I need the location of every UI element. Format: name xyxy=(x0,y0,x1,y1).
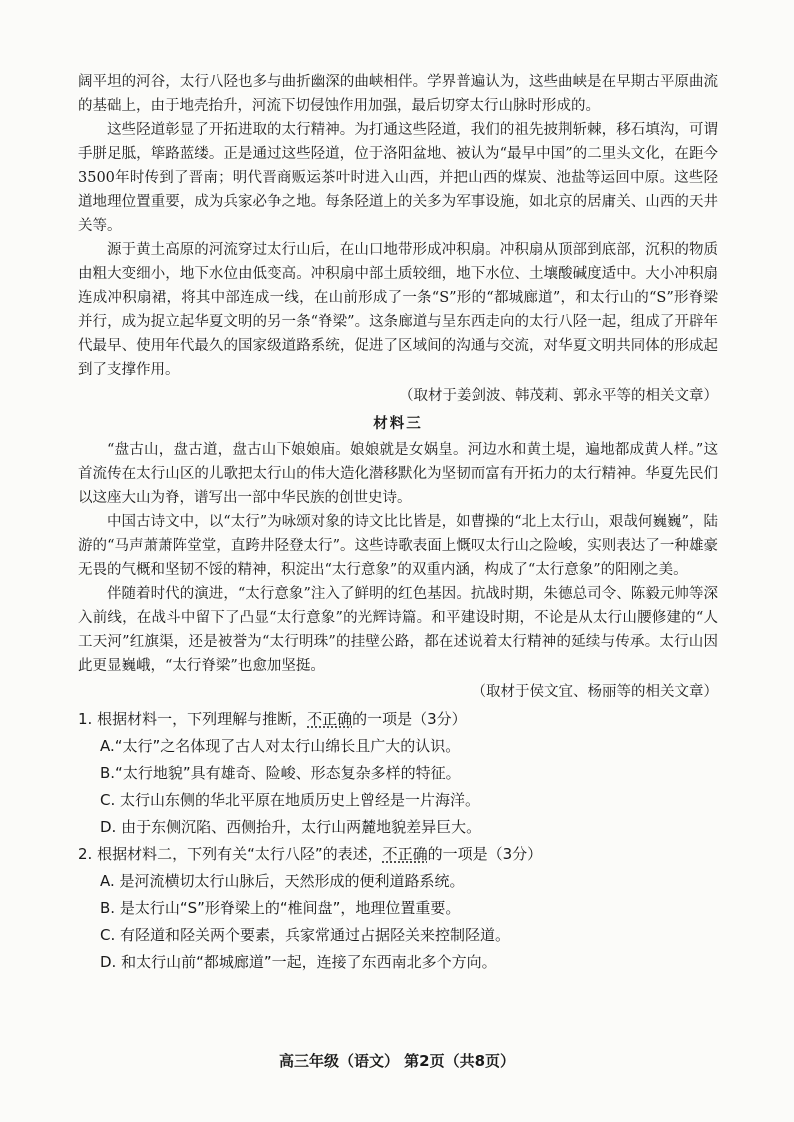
paragraph: 这些陉道彰显了开拓进取的太行精神。为打通这些陉道，我们的祖先披荆斩棘，移石填沟，可谓手胼足胝，筚路蓝缕。正是通过这些陉道，位于洛阳盆地、被认为“最早中国”的二里头文化，在距今3500年时传到了晋南；明代晋商贩运茶叶时进入山西，并把山西的煤炭、池盐等运回中原。这些陉道地理位置重要，成为兵家必争之地。每条陉道上的关多为军事设施，如北京的居庸关、山西的天井关等。 xyxy=(78,122,718,234)
paragraph: 伴随着时代的演进，“太行意象”注入了鲜明的红色基因。抗战时期，朱德总司令、陈毅元帅等深入前线，在战斗中留下了凸显“太行意象”的光辉诗篇。和平建设时期，不论是从太行山腰修建的“人工天河”红旗渠，还是被誉为“太行明珠”的挂壁公路，都在述说着太行精神的延续与传承。太行山因此更显巍峨，“太行脊梁”也愈加坚挺。 xyxy=(78,586,718,674)
page-content xyxy=(78,70,718,976)
paragraph: 源于黄土高原的河流穿过太行山后，在山口地带形成冲积扇。冲积扇从顶部到底部，沉积的物质由粗大变细小，地下水位由低变高。冲积扇中部土质较细，地下水位、土壤酸碱度适中。大小冲积扇连成冲积扇裙，将其中部连成一线，在山前形成了一条“S”形的“都城廊道”，和太行山的“S”形脊梁并行，成为捉立起华夏文明的另一条“脊梁”。这条廊道与呈东西走向的太行八陉一起，组成了开辟年代最早、使用年代最久的国家级道路系统，促进了区域间的沟通与交流，对华夏文明共同体的形成起到了支撑作用。 xyxy=(78,242,718,378)
question-stem: 1. 根据材料一，下列理解与推断，不正确的一项是（3分） xyxy=(78,710,467,728)
paragraph: 阔平坦的河谷，太行八陉也多与曲折幽深的曲峡相伴。学界普遍认为，这些曲峡是在早期古平原曲流的基础上，由于地壳抬升，河流下切侵蚀作用加强，最后切穿太行山脉时形成的。 xyxy=(78,74,718,114)
section-title: 材料三 xyxy=(373,415,423,432)
paragraph: 中国古诗文中，以“太行”为咏颂对象的诗文比比皆是，如曹操的“北上太行山，艰哉何巍巍”，陆游的“马声萧萧阵堂堂，直跨井陉登太行”。这些诗歌表面上慨叹太行山之险峻，实则表达了一种雄豪无畏的气概和坚韧不馁的精神，积淀出“太行意象”的双重内涵，构成了“太行意象”的阳刚之美。 xyxy=(78,514,718,578)
page-footer: 高三年级（语文） 第2页（共8页） xyxy=(278,1052,516,1070)
option-a: A.“太行”之名体现了古人对太行山绵长且广大的认识。 xyxy=(100,737,461,755)
paragraph: “盘古山，盘古道，盘古山下娘娘庙。娘娘就是女娲皇。河边水和黄土堤，遍地都成黄人样。”这首流传在太行山区的儿歌把太行山的伟大造化潜移默化为坚韧而富有开拓力的太行精神。华夏先民们以这座大山为脊，谱写出一部中华民族的创世史诗。 xyxy=(78,442,718,506)
option-c: C. 有陉道和陉关两个要素，兵家常通过占据陉关来控制陉道。 xyxy=(100,926,511,944)
source-citation: （取材于侯文宜、杨丽等的相关文章） xyxy=(471,684,718,700)
option-a: A. 是河流横切太行山脉后，天然形成的便利道路系统。 xyxy=(100,872,465,890)
question-stem: 2. 根据材料二，下列有关“太行八陉”的表述，不正确的一项是（3分） xyxy=(78,845,543,863)
option-c: C. 太行山东侧的华北平原在地质历史上曾经是一片海洋。 xyxy=(100,791,481,809)
question-2 xyxy=(78,841,718,976)
option-d: D. 和太行山前“都城廊道”一起，连接了东西南北多个方向。 xyxy=(100,953,497,971)
option-d: D. 由于东侧沉陷、西侧抬升，太行山两麓地貌差异巨大。 xyxy=(100,818,482,836)
option-b: B. 是太行山“S”形脊梁上的“椎间盘”，地理位置重要。 xyxy=(100,899,461,917)
source-citation: （取材于姜剑波、韩茂莉、郭永平等的相关文章） xyxy=(399,388,718,404)
question-1 xyxy=(78,706,718,841)
option-b: B.“太行地貌”具有雄奇、险峻、形态复杂多样的特征。 xyxy=(100,764,461,782)
